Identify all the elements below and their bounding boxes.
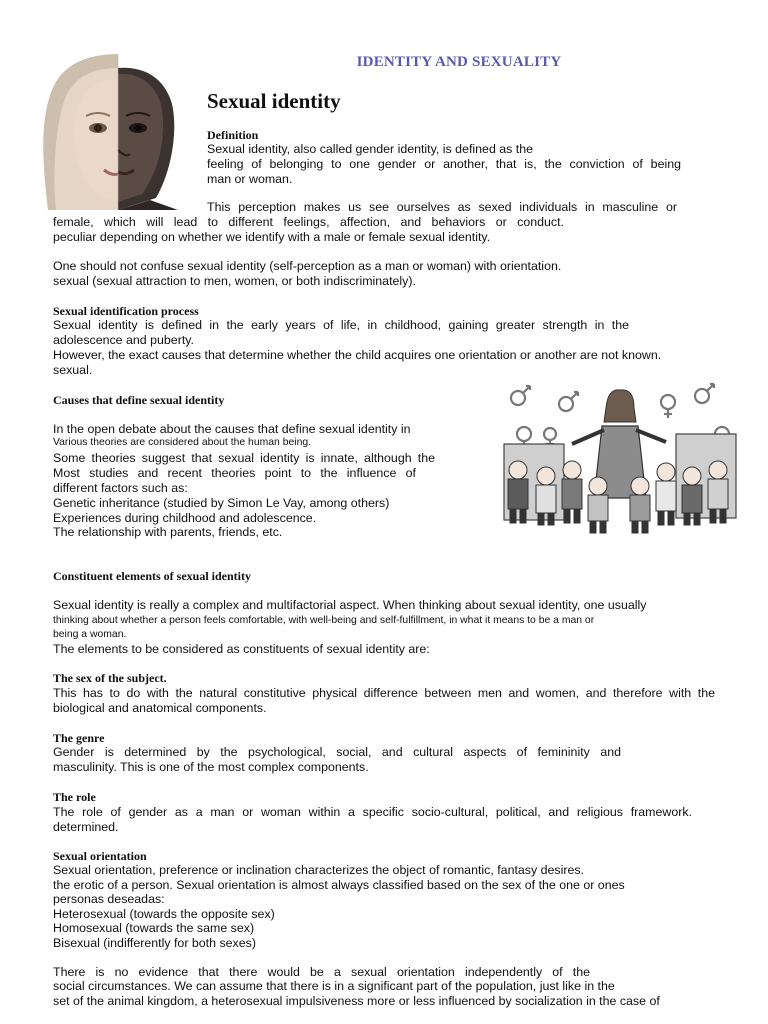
- sex-subject-label: The sex of the subject.: [53, 671, 167, 685]
- classroom-illustration-image: [490, 378, 748, 548]
- role-line-1: The role of gender as a man or woman within a specific socio-cultural, political, and religious framework.: [53, 805, 692, 819]
- causes-label: Causes that define sexual identity: [53, 393, 225, 407]
- causes-line-4: Most studies and recent theories point to the influence of: [53, 466, 416, 480]
- definition-line-2: feeling of belonging to one gender or another, that is, the conviction of being: [207, 157, 681, 171]
- definition-line-1: Sexual identity, also called gender identity, is defined as the: [207, 142, 534, 156]
- confuse-line-2: sexual (sexual attraction to men, women, or both indiscriminately).: [53, 274, 416, 288]
- role-line-2: determined.: [53, 820, 119, 834]
- causes-line-6: Genetic inheritance (studied by Simon Le Vay, among others): [53, 496, 390, 510]
- constituent-line-1: Sexual identity is really a complex and multifactorial aspect. When thinking about sexual identity, one usually: [53, 598, 647, 612]
- genre-label: The genre: [53, 731, 105, 745]
- orientation-line-3: personas deseadas:: [53, 892, 165, 906]
- face-portrait-image: [38, 50, 198, 210]
- causes-line-1: In the open debate about the causes that define sexual identity in: [53, 422, 411, 436]
- process-line-2: adolescence and puberty.: [53, 333, 194, 347]
- causes-line-7: Experiences during childhood and adolescence.: [53, 511, 317, 525]
- perception-line-3: peculiar depending on whether we identify with a male or female sexual identity.: [53, 230, 491, 244]
- orientation-label: Sexual orientation: [53, 849, 147, 863]
- orientation-line-1: Sexual orientation, preference or inclination characterizes the object of romantic, fantasy desires.: [53, 863, 585, 877]
- causes-line-2: Various theories are considered about the human being.: [53, 437, 312, 448]
- orientation-line-2: the erotic of a person. Sexual orientation is almost always classified based on the sex of the one or ones: [53, 878, 625, 892]
- constituent-label: Constituent elements of sexual identity: [53, 569, 251, 583]
- perception-line-1: This perception makes us see ourselves as sexed individuals in masculine or: [207, 200, 677, 214]
- constituent-line-2: thinking about whether a person feels comfortable, with well-being and self-fulfillment, in what it means to be a man or: [53, 615, 595, 626]
- definition-line-3: man or woman.: [207, 172, 293, 186]
- genre-line-1: Gender is determined by the psychological, social, and cultural aspects of femininity and: [53, 745, 621, 759]
- role-label: The role: [53, 790, 96, 804]
- orientation-line-4: Heterosexual (towards the opposite sex): [53, 907, 275, 921]
- process-label: Sexual identification process: [53, 304, 199, 318]
- genre-line-2: masculinity. This is one of the most complex components.: [53, 760, 369, 774]
- sex-subject-line-1: This has to do with the natural constitutive physical difference between men and women, and therefore with the: [53, 686, 715, 700]
- constituent-line-3: being a woman.: [53, 629, 127, 640]
- confuse-line-1: One should not confuse sexual identity (self-perception as a man or woman) with orientation.: [53, 259, 562, 273]
- document-title: IDENTITY AND SEXUALITY: [356, 54, 562, 70]
- evidence-line-1: There is no evidence that there would be a sexual orientation independently of the: [53, 965, 590, 979]
- orientation-line-6: Bisexual (indifferently for both sexes): [53, 936, 256, 950]
- evidence-line-3: set of the animal kingdom, a heterosexual impulsiveness more or less influenced by socialization in the case of: [53, 994, 660, 1008]
- process-line-1: Sexual identity is defined in the early years of life, in childhood, gaining greater strength in the: [53, 318, 629, 332]
- sex-subject-line-2: biological and anatomical components.: [53, 701, 267, 715]
- orientation-line-5: Homosexual (towards the same sex): [53, 921, 255, 935]
- perception-line-2: female, which will lead to different feelings, affection, and behaviors or conduct.: [53, 215, 564, 229]
- definition-label: Definition: [207, 128, 259, 142]
- evidence-line-2: social circumstances. We can assume that there is in a significant part of the population, just like in the: [53, 979, 615, 993]
- causes-line-3: Some theories suggest that sexual identity is innate, although the: [53, 451, 435, 465]
- section-heading: Sexual identity: [207, 89, 341, 113]
- causes-line-8: The relationship with parents, friends, etc.: [53, 525, 283, 539]
- constituent-line-4: The elements to be considered as constituents of sexual identity are:: [53, 642, 430, 656]
- process-line-4: sexual.: [53, 363, 93, 377]
- causes-line-5: different factors such as:: [53, 481, 188, 495]
- process-line-3: However, the exact causes that determine whether the child acquires one orientation or another are not known.: [53, 348, 662, 362]
